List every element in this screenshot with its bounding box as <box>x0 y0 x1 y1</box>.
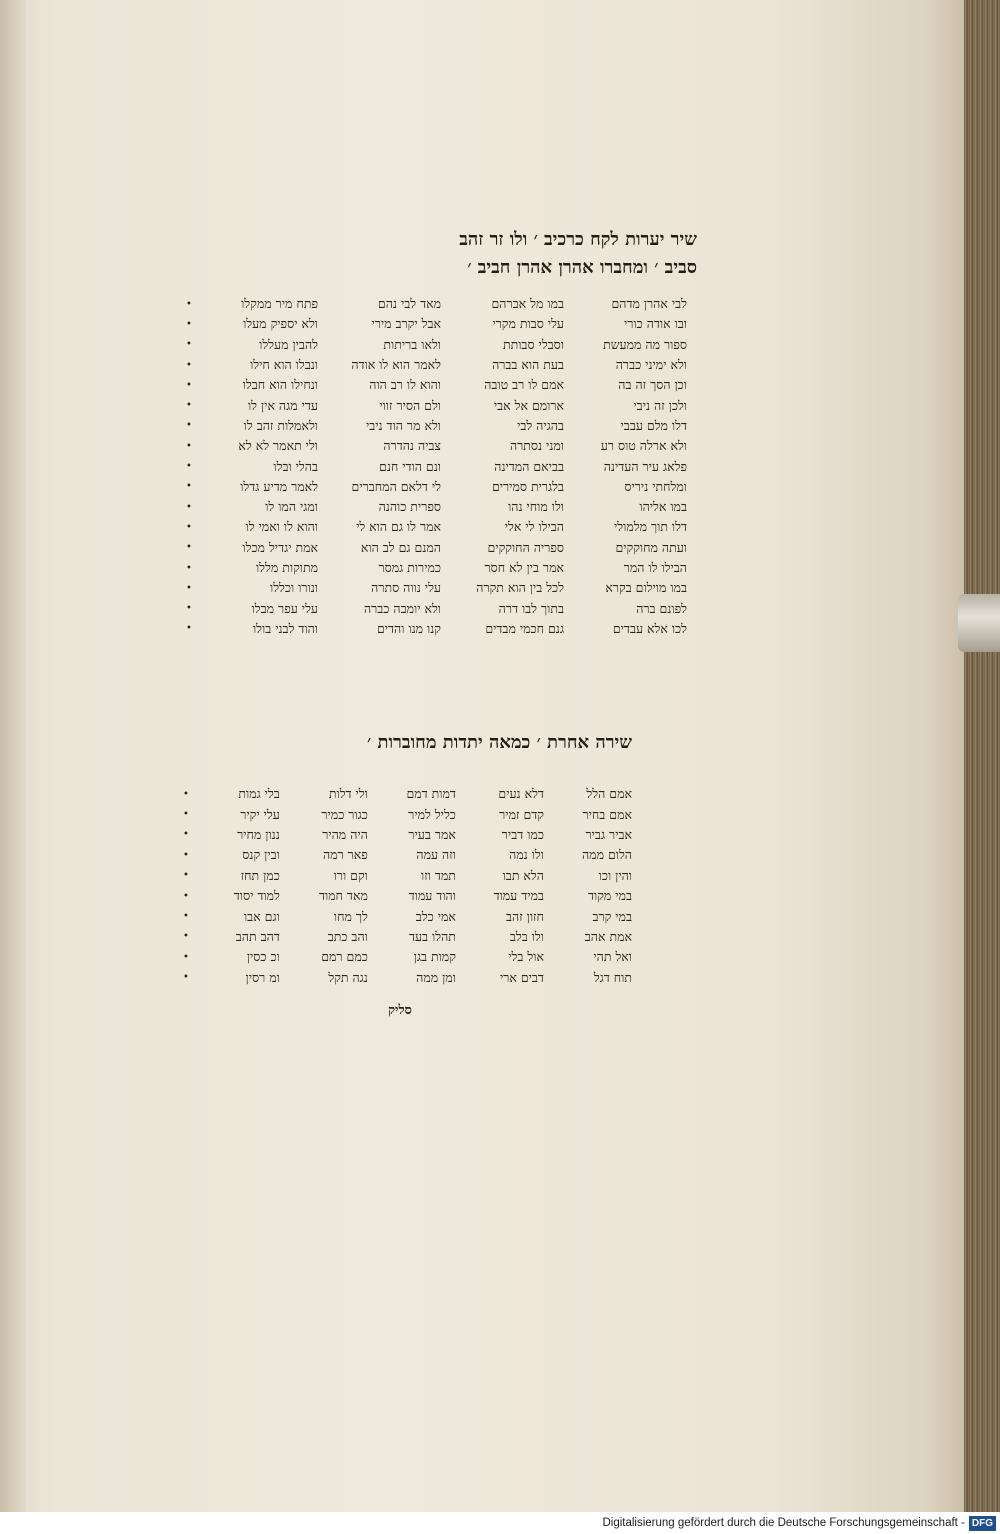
poem-one-verses <box>163 294 687 639</box>
verse-segment: ולי תאמר לא לא <box>238 438 318 454</box>
verse-end-mark: • <box>186 420 192 432</box>
verse-segment: הבילו לו המר <box>623 560 687 575</box>
verse-line <box>180 804 632 824</box>
verse-segment: עלי סבות מקרי <box>492 316 564 332</box>
verse-segment: הלום ממה <box>581 847 632 863</box>
verse-segment: להבין מעללו <box>259 336 318 352</box>
verse-segment: ומלחתי ניריס <box>624 478 687 494</box>
verse-end-mark: • <box>182 849 189 861</box>
verse-line <box>163 477 687 497</box>
verse-end-mark: • <box>182 809 189 821</box>
verse-end-mark: • <box>186 521 192 533</box>
verse-line <box>163 416 687 436</box>
verse-segment: קנו מנו והדים <box>376 620 441 636</box>
verse-segment: והוד עמוד <box>408 888 456 904</box>
verse-segment: ספור מה ממעשת <box>603 336 687 352</box>
verse-line <box>180 866 632 886</box>
verse-segment: עלי יקיר <box>240 806 280 822</box>
verse-segment: אמת אהב <box>584 928 632 944</box>
verse-segment: ומגי המו לו <box>265 499 318 515</box>
verse-segment: כליל למיר <box>408 806 456 822</box>
poem-two <box>180 730 632 1030</box>
verse-line <box>163 558 687 578</box>
verse-segment: והב כתב <box>327 928 368 944</box>
verse-segment: בהגיה לבי <box>517 417 564 433</box>
verse-segment: לאמר מדיע גדלו <box>240 478 318 494</box>
verse-segment: לבי אהרן מדהם <box>611 296 687 312</box>
verse-end-mark: • <box>182 951 189 963</box>
verse-segment: וסבלי סבותת <box>502 336 564 352</box>
verse-end-mark: • <box>182 911 189 923</box>
verse-segment: דהב תהב <box>235 928 280 944</box>
verse-segment: תמד וזו <box>421 867 456 883</box>
verse-segment: בהלי ובלו <box>273 458 318 474</box>
poem-one-title-line-2: סביב ׳ ומחברו אהרן אהרן חביב ׳ <box>467 257 697 278</box>
poem-one-title-line-1: שיר יערות לקח כרכיב ׳ ולו זר זהב <box>459 229 697 250</box>
verse-segment: ולא יספיק מעלו <box>243 316 318 332</box>
verse-segment: ספריה החוקקים <box>487 539 564 555</box>
verse-end-mark: • <box>182 972 189 984</box>
verse-end-mark: • <box>182 890 189 902</box>
verse-line <box>163 497 687 517</box>
verse-segment: ולאו בריתות <box>383 336 441 352</box>
verse-line <box>163 335 687 355</box>
verse-segment: אול בלי <box>508 949 544 965</box>
verse-segment: ולו נמה <box>509 847 544 863</box>
verse-segment: והוד לבני בולו <box>252 620 318 636</box>
verse-segment: ולי דלות <box>328 786 368 802</box>
verse-segment: ונבלו הוא חילו <box>250 357 318 373</box>
verse-segment: ולכן זה ניבי <box>633 397 687 413</box>
verse-line <box>163 598 687 618</box>
verse-end-mark: • <box>186 603 192 615</box>
verse-segment: לי דלאם המחברים <box>351 478 441 494</box>
verse-segment: ונם הודי חנם <box>379 458 441 474</box>
verse-segment: מאד לבי נהם <box>377 296 441 312</box>
verse-segment: ולא יומבה כברה <box>363 600 441 616</box>
verse-segment: כמם רמם <box>321 949 368 965</box>
verse-segment: מתוקות מללו <box>255 560 318 575</box>
verse-line <box>180 947 632 967</box>
verse-segment: גנם חכמי מבדים <box>485 620 564 636</box>
verse-segment: חזון זהב <box>506 908 544 924</box>
verse-segment: ומני נסתרה <box>509 438 564 454</box>
verse-end-mark: • <box>186 461 192 473</box>
verse-segment: אמי כלב <box>415 908 456 924</box>
verse-segment: אביר גביר <box>585 826 632 842</box>
verse-segment: הבילו לי אלי <box>504 519 564 535</box>
verse-segment: והין וכו <box>598 867 632 883</box>
verse-end-mark: • <box>186 339 192 351</box>
verse-segment: ולאמלות זהב לו <box>243 417 318 433</box>
verse-end-mark: • <box>186 298 192 310</box>
verse-segment: במיד עמוד <box>493 888 544 904</box>
verse-segment: במו מוילום בקרא <box>605 580 687 596</box>
verse-segment: לכו אלא עבדים <box>612 620 687 636</box>
verse-line <box>163 375 687 395</box>
verse-segment: לך מחו <box>333 908 368 924</box>
verse-segment: במו מל אברהם <box>491 296 564 312</box>
verse-segment: הלא תבו <box>502 867 544 883</box>
verse-line <box>180 906 632 926</box>
verse-end-mark: • <box>186 481 192 493</box>
verse-line <box>180 784 632 804</box>
verse-end-mark: • <box>182 931 189 943</box>
verse-line <box>180 825 632 845</box>
verse-segment: ומ רסין <box>245 969 280 985</box>
verse-segment: לכל בין הוא תקרה <box>476 580 564 596</box>
verse-segment: ובין קנס <box>242 847 280 863</box>
verse-segment: ועתה מחוקקים <box>615 539 687 555</box>
verse-segment: כמו דביר <box>501 826 544 842</box>
verse-segment: אמם לו רב טובה <box>484 377 564 393</box>
page-edges <box>964 0 1000 1512</box>
verse-end-mark: • <box>186 359 192 371</box>
verse-segment: במו אליהו <box>639 499 687 515</box>
verse-segment: כגור כמיר <box>321 806 368 822</box>
verse-segment: תוח דגל <box>593 969 632 985</box>
verse-segment: תהלו בעד <box>408 928 456 944</box>
poem-two-title: שירה אחרת ׳ כמאה יתדות מחוברות ׳ <box>367 732 632 753</box>
verse-segment: פתח מיר ממקלו <box>241 296 318 312</box>
verse-segment: המנם גם לב הוא <box>360 539 441 555</box>
verse-segment: וכ כסין <box>246 949 280 965</box>
verse-segment: ספרית כוהנה <box>378 499 441 515</box>
verse-end-mark: • <box>186 440 192 452</box>
verse-end-mark: • <box>186 379 192 391</box>
verse-segment: ולא ארלה טוס רע <box>600 438 687 454</box>
verse-segment: אמר בין לא חסר <box>484 560 564 575</box>
verse-segment: אמת יגדיל מכלו <box>242 539 318 555</box>
verse-segment: מאד חמוד <box>318 888 368 904</box>
verse-end-mark: • <box>186 318 192 330</box>
verse-line <box>163 538 687 558</box>
verse-segment: ומן ממה <box>416 969 456 985</box>
verse-end-mark: • <box>182 870 189 882</box>
verse-line <box>180 886 632 906</box>
verse-segment: אמר לו גם הוא לי <box>356 519 441 535</box>
verse-segment: אמר בעיר <box>408 826 456 842</box>
poem-one <box>163 226 697 636</box>
verse-end-mark: • <box>182 788 189 800</box>
verse-segment: ארומם אל אבי <box>493 397 564 413</box>
verse-line <box>163 294 687 314</box>
verse-segment: קמות בגן <box>413 949 456 965</box>
verse-segment: וגם אבו <box>243 908 280 924</box>
poem-two-verses <box>180 784 632 988</box>
verse-end-mark: • <box>186 501 192 513</box>
verse-segment: דבים ארי <box>499 969 544 985</box>
verse-segment: בלי גמות <box>238 786 280 802</box>
verse-segment: בביאם המדינה <box>494 458 564 474</box>
verse-end-mark: • <box>186 623 192 635</box>
verse-segment: וקם ורו <box>333 867 368 883</box>
verse-segment: פלאג עיר העדינה <box>603 458 687 474</box>
digitization-footer <box>0 1512 1000 1534</box>
verse-segment: ונחילו הוא חבלו <box>242 377 318 393</box>
verse-segment: דלא נעים <box>498 786 544 802</box>
verse-line <box>163 619 687 639</box>
verse-line <box>163 436 687 456</box>
verse-line <box>163 314 687 334</box>
verse-segment: בעת הוא בברה <box>492 357 564 373</box>
verse-segment: כמירות גמסר <box>378 560 441 575</box>
verse-segment: ולו מוחי נהו <box>508 499 564 515</box>
verse-line <box>180 968 632 988</box>
footer-text: Digitalisierung gefördert durch die Deutsche Forschungsgemeinschaft - <box>602 1517 965 1529</box>
verse-segment: דלו תוך מלמולי <box>614 519 687 535</box>
verse-segment: וזה עמה <box>416 847 456 863</box>
verse-end-mark: • <box>186 400 192 412</box>
verse-line <box>163 517 687 537</box>
verse-segment: ולא מר הוד ניבי <box>365 417 441 433</box>
verse-segment: ובו אודה כורי <box>624 316 687 332</box>
verse-end-mark: • <box>182 829 189 841</box>
verse-segment: דמות דמם <box>406 786 456 802</box>
verse-line <box>163 395 687 415</box>
verse-segment: קדם זמיר <box>499 806 544 822</box>
verse-end-mark: • <box>186 582 192 594</box>
verse-segment: נגה תקל <box>328 969 368 985</box>
verse-line <box>163 355 687 375</box>
verse-line <box>163 578 687 598</box>
verse-segment: דלו מלם עבבי <box>620 417 687 433</box>
verse-segment: עלי עפר מבלו <box>251 600 318 616</box>
verse-segment: עלי נווה סתרה <box>371 580 441 596</box>
verse-segment: והוא לו רב הוה <box>369 377 441 393</box>
verse-segment: ננון מחיר <box>237 826 280 842</box>
verse-line <box>163 456 687 476</box>
verse-segment: אמם הלל <box>586 786 632 802</box>
verse-segment: אבל יקרב מירי <box>371 316 441 332</box>
verse-segment: ולם הסיר זווי <box>379 397 441 413</box>
verse-segment: ולו בלב <box>509 928 544 944</box>
verse-segment: פאר רמה <box>322 847 368 863</box>
verse-segment: ונורו וכללו <box>270 580 318 596</box>
verse-segment: בלגרית סמירים <box>491 478 564 494</box>
closing-word: סליק <box>388 1003 412 1018</box>
verse-segment: לאמר הוא לו אודה <box>351 357 441 373</box>
verse-segment: ולא ימיני כברה <box>615 357 687 373</box>
page-clip <box>958 594 1000 652</box>
verse-segment: במי קרב <box>592 908 632 924</box>
verse-segment: למוד יסוד <box>233 888 280 904</box>
verse-end-mark: • <box>186 542 192 554</box>
verse-segment: וכן הסך זה בה <box>618 377 687 393</box>
verse-line <box>180 927 632 947</box>
verse-segment: צביה נהדרה <box>383 438 441 454</box>
verse-segment: אמם בחיר <box>582 806 632 822</box>
verse-segment: ואל תהי <box>593 949 632 965</box>
verse-line <box>180 845 632 865</box>
verse-segment: לפונם ברה <box>636 600 687 616</box>
dfg-logo: DFG <box>969 1516 996 1531</box>
verse-end-mark: • <box>186 562 192 574</box>
verse-segment: והוא לו ואמי לו <box>245 519 318 535</box>
verse-segment: היה מהיר <box>322 826 368 842</box>
verse-segment: בתוך לבו דרה <box>498 600 564 616</box>
verse-segment: במי מקוד <box>588 888 632 904</box>
verse-segment: כמן תחז <box>240 867 280 883</box>
verse-segment: עדי מגה אין לו <box>247 397 318 413</box>
